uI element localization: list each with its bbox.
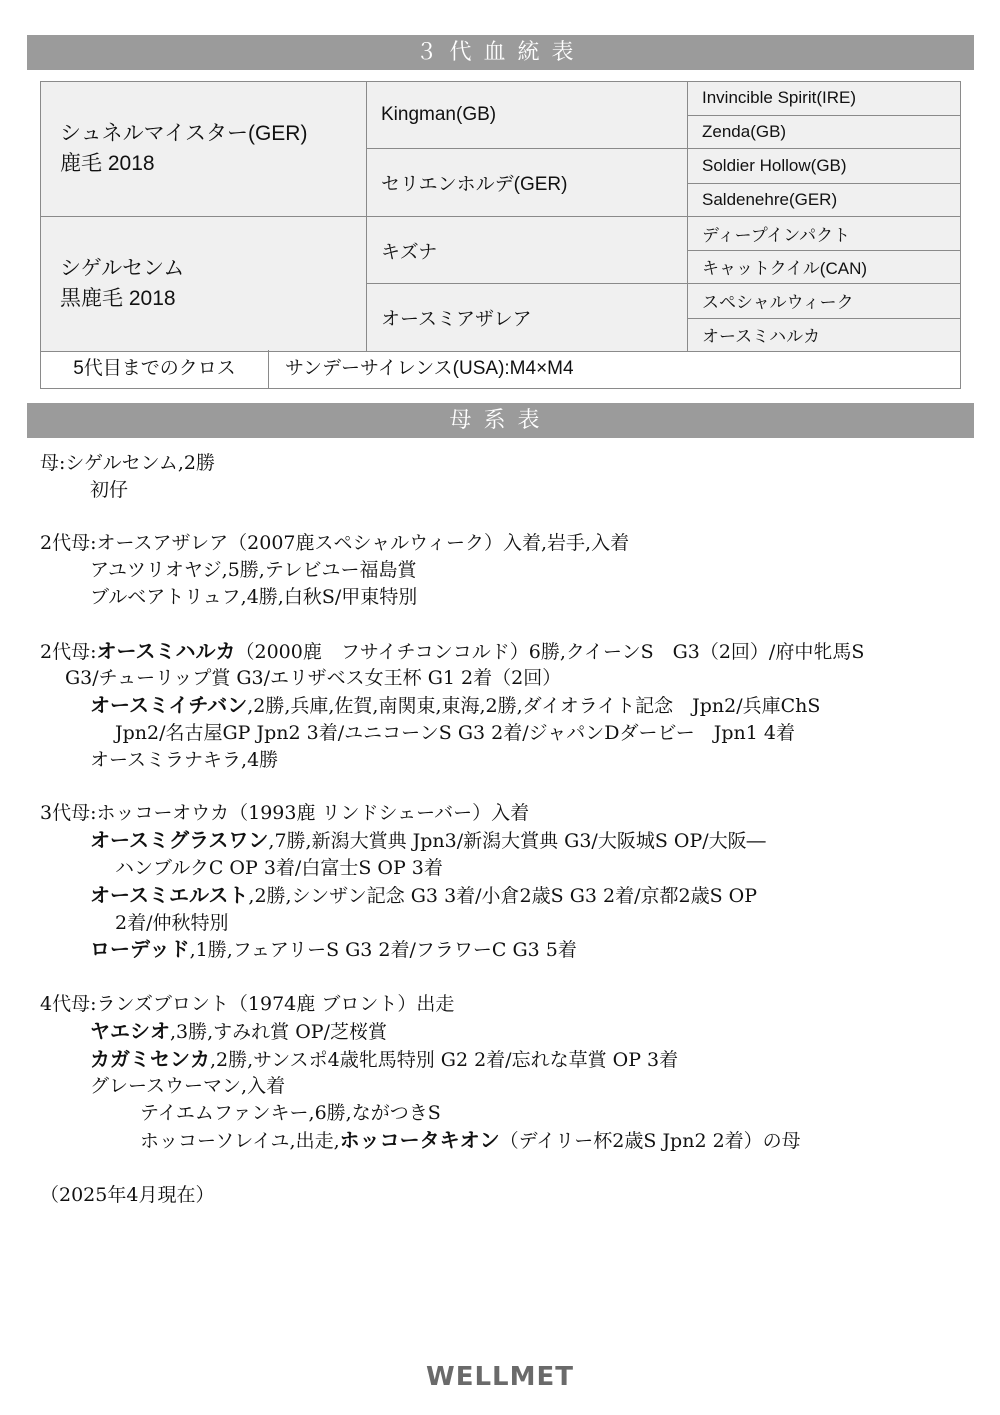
sire-sire-sire: Invincible Spirit(IRE) (688, 82, 961, 116)
sire-sire: Kingman(GB) (367, 82, 688, 149)
family-text: （2000鹿 フサイチコンコルド）6勝,クイーンS G3（2回）/府中牝馬S (235, 640, 865, 663)
family-line (40, 1046, 965, 1074)
family-line: テイエムファンキー,6勝,ながつきS (140, 1102, 441, 1125)
family-line (40, 638, 965, 666)
dam-dam-dam: オースミハルカ (688, 318, 961, 352)
sire-cell (41, 82, 367, 217)
family-line: 4代母:ランズブロント（1974鹿 ブロント）出走 (40, 992, 455, 1015)
family-list (40, 450, 965, 1208)
sire-dam-dam: Saldenehre(GER) (688, 183, 961, 217)
dam-desc: 黒鹿毛 2018 (60, 287, 176, 310)
family-line (40, 1018, 965, 1046)
dam-name: シゲルセンム (60, 257, 185, 280)
horse-name-bold: カガミセンカ (90, 1046, 210, 1071)
family-line: ブルベアトリュフ,4勝,白秋S/甲東特別 (90, 585, 418, 608)
family-text: ,7勝,新潟大賞典 Jpn3/新潟大賞典 G3/大阪城S OP/大阪― (268, 830, 766, 853)
sire-dam: セリエンホルデ(GER) (367, 149, 688, 217)
family-line: 3代母:ホッコーオウカ（1993鹿 リンドシェーバー）入着 (40, 802, 530, 825)
sire-name: シュネルマイスター(GER) (60, 122, 308, 145)
dam-dam-sire: スペシャルウィーク (688, 284, 961, 319)
dam-cell (41, 217, 367, 352)
family-line: アユツリオヤジ,5勝,テレビユー福島賞 (90, 559, 417, 582)
dam-sire-sire: ディープインパクト (688, 217, 961, 251)
family-line: オースミラナキラ,4勝 (90, 748, 279, 771)
horse-name-bold: オースミエルスト (90, 882, 249, 907)
pedigree-table (40, 81, 961, 352)
family-text: （デイリー杯2歳S Jpn2 2着）の母 (499, 1129, 801, 1152)
family-text: ,2勝,サンスポ4歳牝馬特別 G2 2着/忘れな草賞 OP 3着 (210, 1048, 679, 1071)
family-line: グレースウーマン,入着 (90, 1075, 286, 1098)
family-text: ,1勝,フェアリーS G3 2着/フラワーC G3 5着 (189, 939, 577, 962)
family-line (40, 882, 965, 910)
sire-desc: 鹿毛 2018 (60, 152, 155, 175)
family-line: 2着/仲秋特別 (115, 911, 229, 934)
pedigree-title: ３代血統表 (27, 35, 974, 70)
wellmet-logo: WELLMET (426, 1362, 574, 1392)
family-line (40, 1127, 965, 1155)
horse-name-bold: オースミグラスワン (90, 828, 269, 853)
horse-name-bold: ヤエシオ (90, 1018, 170, 1043)
dam-sire-dam: キャットクイル(CAN) (688, 250, 961, 284)
horse-name-bold: オースミハルカ (96, 638, 236, 663)
cross-label: 5代目までのクロス (41, 350, 269, 388)
family-line: Jpn2/名古屋GP Jpn2 3着/ユニコーンS G3 2着/ジャパンDダービー Jpn1 4着 (115, 721, 795, 744)
family-text: ,2勝,兵庫,佐賀,南関東,東海,2勝,ダイオライト記念 Jpn2/兵庫ChS (247, 695, 821, 718)
sire-sire-dam: Zenda(GB) (688, 115, 961, 149)
inbreeding-cross-row (40, 350, 961, 389)
horse-name-bold: ホッコータキオン (339, 1127, 500, 1152)
horse-name-bold: ローデッド (90, 937, 190, 962)
family-line (40, 827, 965, 855)
family-line: 母:シゲルセンム,2勝 (40, 452, 216, 474)
family-text: ,2勝,シンザン記念 G3 3着/小倉2歳S G3 2着/京都2歳S OP (248, 884, 757, 907)
family-line: 初仔 (90, 478, 129, 501)
horse-name-bold: オースミイチバン (90, 693, 248, 718)
family-line (40, 692, 965, 720)
cross-value: サンデーサイレンス(USA):M4×M4 (285, 358, 574, 379)
sire-dam-sire: Soldier Hollow(GB) (688, 149, 961, 184)
as-of-date: （2025年4月現在） (40, 1183, 215, 1206)
family-text: ホッコーソレイユ,出走, (140, 1129, 340, 1152)
family-title: 母系表 (27, 403, 974, 438)
family-line (40, 936, 965, 964)
family-text: ,3勝,すみれ賞 OP/芝桜賞 (170, 1020, 387, 1043)
family-line: G3/チューリップ賞 G3/エリザベス女王杯 G1 2着（2回） (65, 667, 562, 690)
dam-dam: オースミアザレア (367, 284, 688, 352)
dam-sire: キズナ (367, 217, 688, 284)
family-text: 2代母: (40, 640, 97, 663)
family-line: 2代母:オースアザレア（2007鹿スペシャルウィーク）入着,岩手,入着 (40, 532, 630, 555)
family-line: ハンブルクC OP 3着/白富士S OP 3着 (115, 856, 443, 879)
